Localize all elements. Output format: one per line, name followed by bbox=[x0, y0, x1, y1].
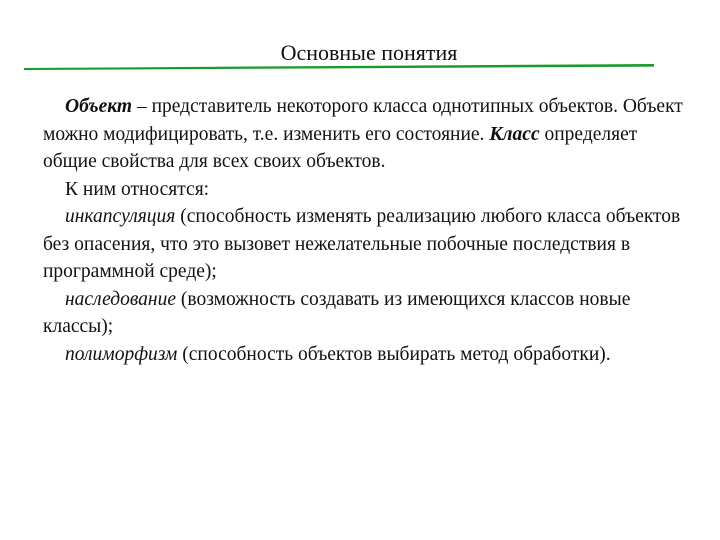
title-underline-shape bbox=[24, 64, 654, 70]
object-definition-text: – представитель некоторого класса однотипных объектов. Объект можно модифицировать, т.е. изменить его состояние. bbox=[43, 96, 683, 145]
term-object: Объект bbox=[65, 96, 133, 117]
term-polymorphism: полиморфизм bbox=[65, 343, 178, 365]
class-definition-text: определяет общие свойства для всех своих объектов. bbox=[43, 123, 638, 172]
paragraph-polymorphism bbox=[43, 341, 693, 369]
slide-title: Основные понятия bbox=[280, 40, 458, 65]
title-underline-graphic bbox=[24, 64, 654, 70]
polymorphism-text: (способность объектов выбирать метод обработки). bbox=[177, 343, 611, 365]
inheritance-text: (возможность создавать из имеющихся классов новые классы); bbox=[43, 288, 631, 337]
paragraph-object-definition bbox=[43, 93, 693, 176]
paragraph-list-intro: К ним относятся: bbox=[65, 178, 210, 200]
title-underline bbox=[24, 64, 654, 70]
paragraph-encapsulation bbox=[43, 203, 693, 286]
term-encapsulation: инкапсуляция bbox=[65, 206, 176, 227]
term-inheritance: наследование bbox=[65, 288, 177, 310]
slide-body bbox=[43, 93, 693, 368]
encapsulation-text: (способность изменять реализацию любого класса объектов без опасения, что это вызовет нежелательные побочные последствия в программной среде); bbox=[43, 206, 681, 282]
term-class: Класс bbox=[489, 123, 540, 145]
paragraph-inheritance bbox=[43, 286, 693, 341]
